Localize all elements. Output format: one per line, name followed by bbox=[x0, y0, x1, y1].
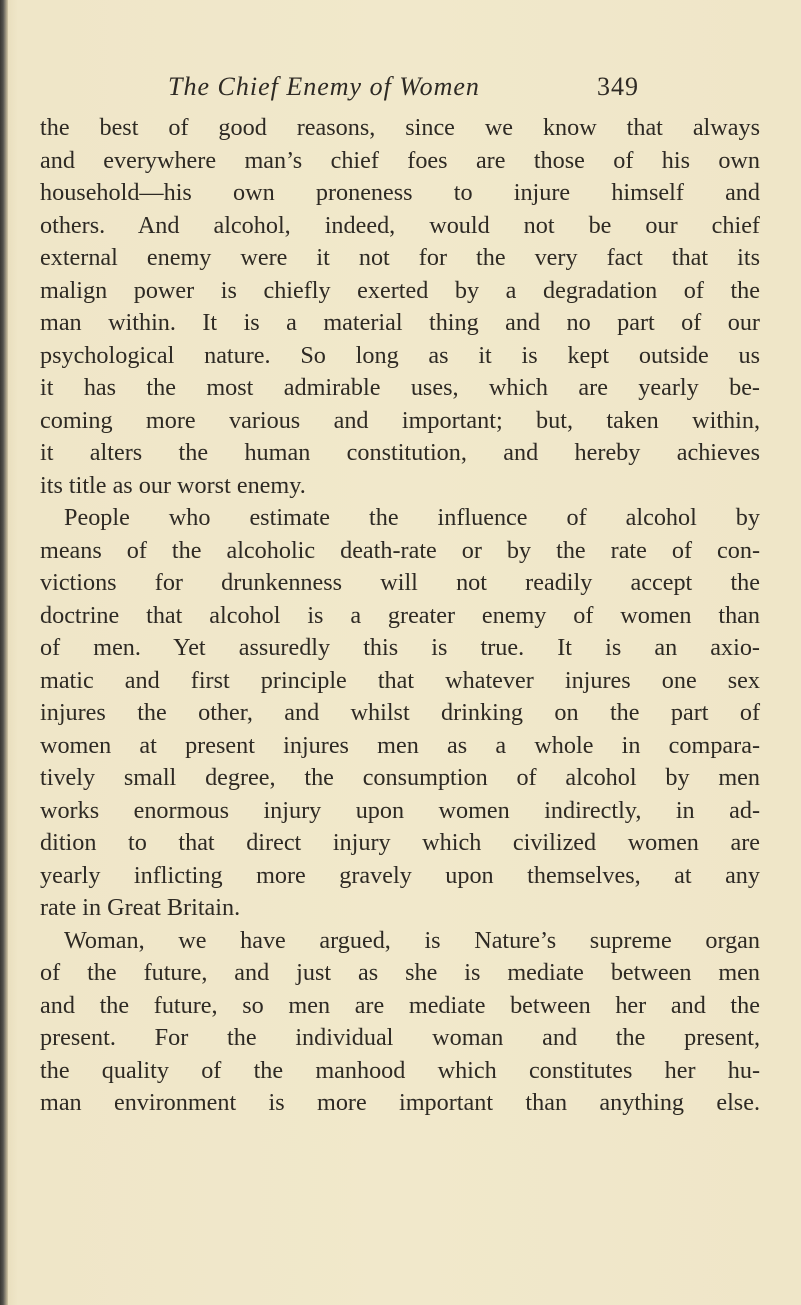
text-line: external enemy were it not for the very fact that its bbox=[40, 244, 760, 271]
text-line: coming more various and important; but, taken within, bbox=[40, 406, 760, 434]
paragraph-start-line: People who estimate the influence of alcohol by bbox=[64, 504, 760, 531]
text-line: psychological nature. So long as it is kept outside us bbox=[40, 341, 760, 369]
page-number: 349 bbox=[597, 72, 639, 101]
text-line: dition to that direct injury which civilized women are bbox=[40, 829, 760, 856]
text-line: and everywhere man’s chief foes are those of his own bbox=[40, 146, 760, 174]
text-line: and the future, so men are mediate between her and the bbox=[40, 991, 760, 1019]
text-line: malign power is chiefly exerted by a degradation of the bbox=[40, 276, 760, 304]
running-title: The Chief Enemy of Women bbox=[168, 72, 480, 101]
text-line: the quality of the manhood which constitutes her hu- bbox=[40, 1056, 760, 1084]
text-line: means of the alcoholic death-rate or by the rate of con- bbox=[40, 536, 760, 564]
text-line: works enormous injury upon women indirectly, in ad- bbox=[40, 796, 760, 824]
text-line: man environment is more important than anything else. bbox=[40, 1089, 760, 1116]
text-line: man within. It is a material thing and no part of our bbox=[40, 309, 760, 336]
text-line: tively small degree, the consumption of alcohol by men bbox=[40, 764, 760, 791]
paragraph-start-line: Woman, we have argued, is Nature’s supreme organ bbox=[64, 926, 760, 954]
text-line: present. For the individual woman and the present, bbox=[40, 1024, 760, 1051]
body-text bbox=[40, 112, 760, 1120]
text-line: matic and first principle that whatever injures one sex bbox=[40, 666, 760, 694]
text-line: others. And alcohol, indeed, would not be our chief bbox=[40, 211, 760, 239]
text-line: injures the other, and whilst drinking on the part of bbox=[40, 699, 760, 726]
running-head bbox=[0, 72, 801, 112]
text-line: women at present injures men as a whole in compara- bbox=[40, 731, 760, 759]
page-binding-edge bbox=[0, 0, 8, 1305]
text-line: victions for drunkenness will not readily accept the bbox=[40, 569, 760, 596]
text-line: yearly inflicting more gravely upon themselves, at any bbox=[40, 861, 760, 889]
text-line: it alters the human constitution, and hereby achieves bbox=[40, 439, 760, 466]
text-line: the best of good reasons, since we know that always bbox=[40, 114, 760, 141]
paragraph-end-line: rate in Great Britain. bbox=[40, 894, 241, 921]
text-line: doctrine that alcohol is a greater enemy of women than bbox=[40, 601, 760, 629]
paragraph-end-line: its title as our worst enemy. bbox=[40, 471, 306, 499]
text-line: it has the most admirable uses, which are yearly be- bbox=[40, 374, 760, 401]
text-line: of men. Yet assuredly this is true. It is an axio- bbox=[40, 634, 760, 661]
text-line: of the future, and just as she is mediate between men bbox=[40, 959, 760, 986]
text-line: household—his own proneness to injure himself and bbox=[40, 179, 760, 206]
